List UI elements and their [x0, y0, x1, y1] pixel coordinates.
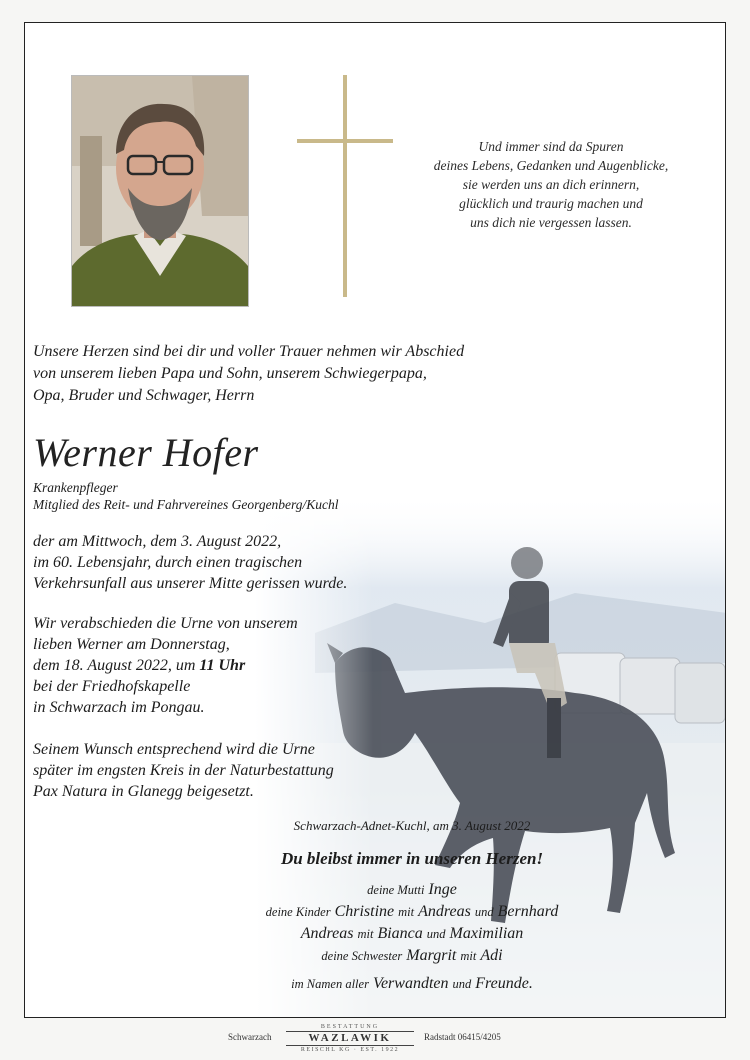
- paragraph-line: im 60. Lebensjahr, durch einen tragischen: [33, 554, 303, 571]
- obituary-card: [24, 22, 726, 1018]
- intro-line: Unsere Herzen sind bei dir und voller Trauer nehmen wir Abschied: [33, 343, 465, 360]
- mourner-line: deine Kinder Christine mit Andreas und Bernhard: [265, 903, 559, 920]
- paragraph-line: der am Mittwoch, dem 3. August 2022,: [33, 533, 282, 550]
- paragraph-line: in Schwarzach im Pongau.: [33, 699, 205, 716]
- burial-paragraph: [33, 739, 334, 802]
- footer: [0, 1022, 750, 1054]
- portrait-photo: [71, 75, 249, 307]
- poem-line: glücklich und traurig machen und: [459, 196, 643, 211]
- occupation: Krankenpfleger: [33, 480, 118, 495]
- poem-line: sie werden uns an dich erinnern,: [462, 177, 640, 192]
- cross-icon: [295, 75, 395, 297]
- deceased-details: [33, 479, 339, 513]
- mourner-line: deine Mutti Inge: [367, 881, 457, 898]
- mourner-line: deine Schwester Margrit mit Adi: [321, 947, 503, 964]
- paragraph-line: Verkehrsunfall aus unserer Mitte gerissen wurde.: [33, 575, 348, 592]
- poem-line: Und immer sind da Spuren: [478, 139, 624, 154]
- intro-text: [33, 341, 713, 407]
- poem-line: uns dich nie vergessen lassen.: [470, 215, 632, 230]
- paragraph-line: lieben Werner am Donnerstag,: [33, 636, 230, 653]
- death-paragraph: [33, 531, 347, 594]
- mourner-line: Andreas mit Bianca und Maximilian: [300, 925, 524, 942]
- mourner-line: im Namen aller Verwandten und Freunde.: [291, 975, 533, 992]
- membership: Mitglied des Reit- und Fahrvereines Georgenberg/Kuchl: [33, 497, 339, 512]
- paragraph-line: Pax Natura in Glanegg beigesetzt.: [33, 783, 254, 800]
- date-text: dem 18. August 2022, um: [33, 657, 200, 674]
- farewell-paragraph: [33, 613, 298, 718]
- paragraph-line: Wir verabschieden die Urne von unserem: [33, 615, 298, 632]
- paragraph-line: später im engsten Kreis in der Naturbestattung: [33, 762, 334, 779]
- mourners: [25, 879, 726, 995]
- time-text: 11 Uhr: [199, 657, 246, 674]
- poem-line: deines Lebens, Gedanken und Augenblicke,: [433, 158, 669, 173]
- place-date: Schwarzach-Adnet-Kuchl, am 3. August 2022: [293, 818, 531, 833]
- deceased-name: Werner Hofer: [33, 430, 259, 475]
- footer-location: Schwarzach: [228, 1032, 272, 1042]
- poem: [391, 137, 711, 232]
- intro-line: Opa, Bruder und Schwager, Herrn: [33, 387, 255, 404]
- footer-contact: Radstadt 06415/4205: [424, 1032, 501, 1042]
- motto: Du bleibst immer in unseren Herzen!: [280, 849, 544, 868]
- paragraph-line: bei der Friedhofskapelle: [33, 678, 191, 695]
- paragraph-line: Seinem Wunsch entsprechend wird die Urne: [33, 741, 315, 758]
- intro-line: von unserem lieben Papa und Sohn, unserem Schwiegerpapa,: [33, 365, 427, 382]
- funeral-home-logo: BESTATTUNG WAZLAWIK REISCHL KG · EST. 1922: [286, 1024, 414, 1053]
- paragraph-line: [33, 655, 298, 676]
